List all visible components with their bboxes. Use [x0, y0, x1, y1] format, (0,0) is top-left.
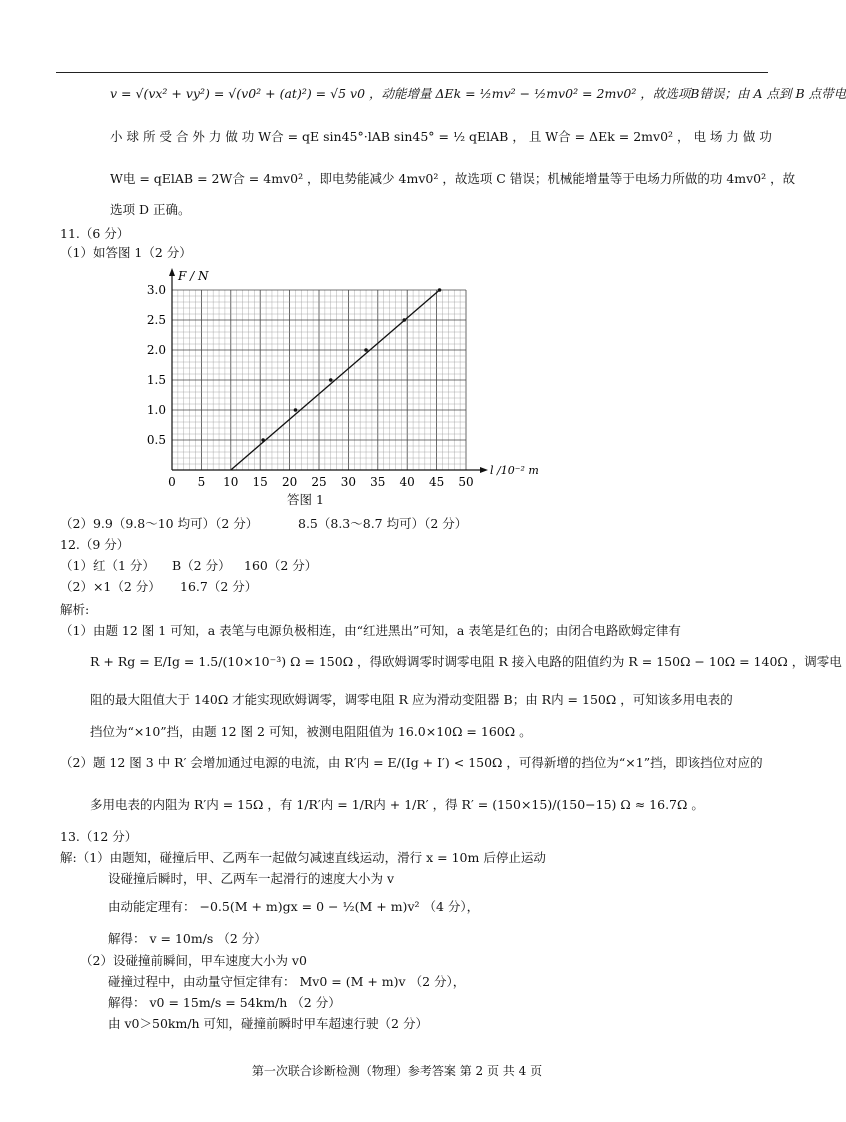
y-axis-arrow-icon: [169, 268, 175, 276]
data-point: [294, 408, 298, 412]
data-point: [402, 318, 406, 322]
x-tick-label: 30: [340, 475, 357, 489]
q12-answer-1a: （1）红（1 分）: [60, 558, 155, 573]
answer-figure-1-chart: [146, 262, 545, 489]
q13-line-1: 解:（1）由题知，碰撞后甲、乙两车一起做匀减速直线运动，滑行 x = 10m 后停止运动: [60, 850, 546, 865]
q11-heading: 11.（6 分）: [60, 226, 130, 241]
page-footer: 第一次联合诊断检测（物理）参考答案 第 2 页 共 4 页: [251, 1064, 543, 1078]
data-point: [261, 438, 265, 442]
x-tick-label: 45: [428, 475, 445, 489]
q13-heading: 13.（12 分）: [60, 829, 138, 844]
data-point: [438, 288, 442, 292]
data-point: [364, 348, 368, 352]
header-rule: [56, 72, 768, 73]
p10-line-4: 选项 D 正确。: [110, 202, 191, 217]
x-tick-label: 0: [168, 475, 176, 489]
q13-line-3: 由动能定理有： −0.5(M + m)gx = 0 − ½(M + m)v² （4 分），: [108, 899, 480, 914]
q12-answer-1c: 160（2 分）: [244, 558, 318, 573]
q13-line-2: 设碰撞后瞬时，甲、乙两车一起滑行的速度大小为 v: [108, 871, 395, 886]
q12-answer-2b: 16.7（2 分）: [180, 579, 258, 594]
y-tick-label: 1.5: [146, 373, 166, 387]
q13-line-8: 由 v0＞50km/h 可知，碰撞前瞬时甲车超速行驶（2 分）: [108, 1016, 428, 1031]
q12-explain-2: R + Rg = E/Ig = 1.5/(10×10⁻³) Ω = 150Ω ，得欧姆调零时调零电阻 R 接入电路的阻值约为 R = 150Ω − 10Ω = 140Ω ，调零电: [90, 654, 842, 669]
y-tick-label: 2.0: [146, 343, 166, 357]
x-tick-label: 35: [370, 475, 386, 489]
p10-line-2: 小 球 所 受 合 外 力 做 功 W合 = qE sin45°·lAB sin45° = ½ qElAB ， 且 W合 = ΔEk = 2mv0² ， 电 场 力 做 功: [110, 129, 772, 144]
q13-line-4: 解得： v = 10m/s （2 分）: [108, 931, 267, 946]
x-axis-label: l /10⁻² m: [490, 464, 539, 477]
q12-answer-1b: B（2 分）: [172, 558, 231, 573]
y-tick-label: 2.5: [146, 313, 166, 327]
q12-explain-3: 阻的最大阻值大于 140Ω 才能实现欧姆调零，调零电阻 R 应为滑动变阻器 B；由 R内 = 150Ω ，可知该多用电表的: [90, 692, 733, 707]
q13-line-6: 碰撞过程中，由动量守恒定律有： Mv0 = (M + m)v （2 分），: [108, 974, 466, 989]
q13-line-7: 解得： v0 = 15m/s = 54km/h （2 分）: [108, 995, 341, 1010]
q11-part2-answer-a: （2）9.9（9.8～10 均可）（2 分）: [60, 516, 259, 531]
q12-heading: 12.（9 分）: [60, 537, 130, 552]
x-axis-arrow-icon: [480, 467, 488, 473]
q12-explain-5: （2）题 12 图 3 中 R′ 会增加通过电源的电流，由 R′内 = E/(Ig + I′) < 150Ω ，可得新增的挡位为“×1”挡，即该挡位对应的: [60, 755, 763, 770]
p10-line-3: W电 = qElAB = 2W合 = 4mv0² ，即电势能减少 4mv0² ，故选项 C 错误；机械能增量等于电场力所做的功 4mv0² ，故: [110, 171, 796, 186]
figure-caption: 答图 1: [287, 492, 324, 507]
x-tick-label: 10: [223, 475, 239, 489]
p10-line-1: v = √(vx² + vy²) = √(v0² + (at)²) = √5 v0 ，动能增量 ΔEk = ½mv² − ½mv0² = 2mv0² ，故选项B错误；由 A 点到 B 点带电: [110, 86, 846, 101]
x-tick-label: 50: [458, 475, 474, 489]
y-axis-label: F / N: [178, 269, 209, 283]
x-tick-label: 25: [311, 475, 327, 489]
x-tick-label: 40: [399, 475, 415, 489]
y-tick-label: 1.0: [146, 403, 166, 417]
q12-explain-4: 挡位为“×10”挡，由题 12 图 2 可知，被测电阻阻值为 16.0×10Ω = 160Ω 。: [90, 724, 532, 739]
q13-line-5: （2）设碰撞前瞬间，甲车速度大小为 v0: [80, 953, 307, 968]
data-point: [329, 378, 333, 382]
q12-answer-2a: （2）×1（2 分）: [60, 579, 161, 594]
q12-explain-1: （1）由题 12 图 1 可知，a 表笔与电源负极相连，由“红进黑出”可知，a 表笔是红色的；由闭合电路欧姆定律有: [60, 623, 681, 638]
x-tick-label: 20: [281, 475, 298, 489]
analysis-label: 解析:: [60, 602, 90, 617]
q11-part2-answer-b: 8.5（8.3～8.7 均可）（2 分）: [298, 516, 468, 531]
x-tick-label: 15: [252, 475, 268, 489]
q12-explain-6: 多用电表的内阻为 R′内 = 15Ω ，有 1/R′内 = 1/R内 + 1/R′ ，得 R′ = (150×15)/(150−15) Ω ≈ 16.7Ω 。: [90, 797, 704, 812]
q11-part1: （1）如答图 1（2 分）: [60, 245, 192, 260]
x-tick-label: 5: [197, 475, 206, 489]
y-tick-label: 3.0: [146, 283, 166, 297]
y-tick-label: 0.5: [146, 433, 166, 447]
